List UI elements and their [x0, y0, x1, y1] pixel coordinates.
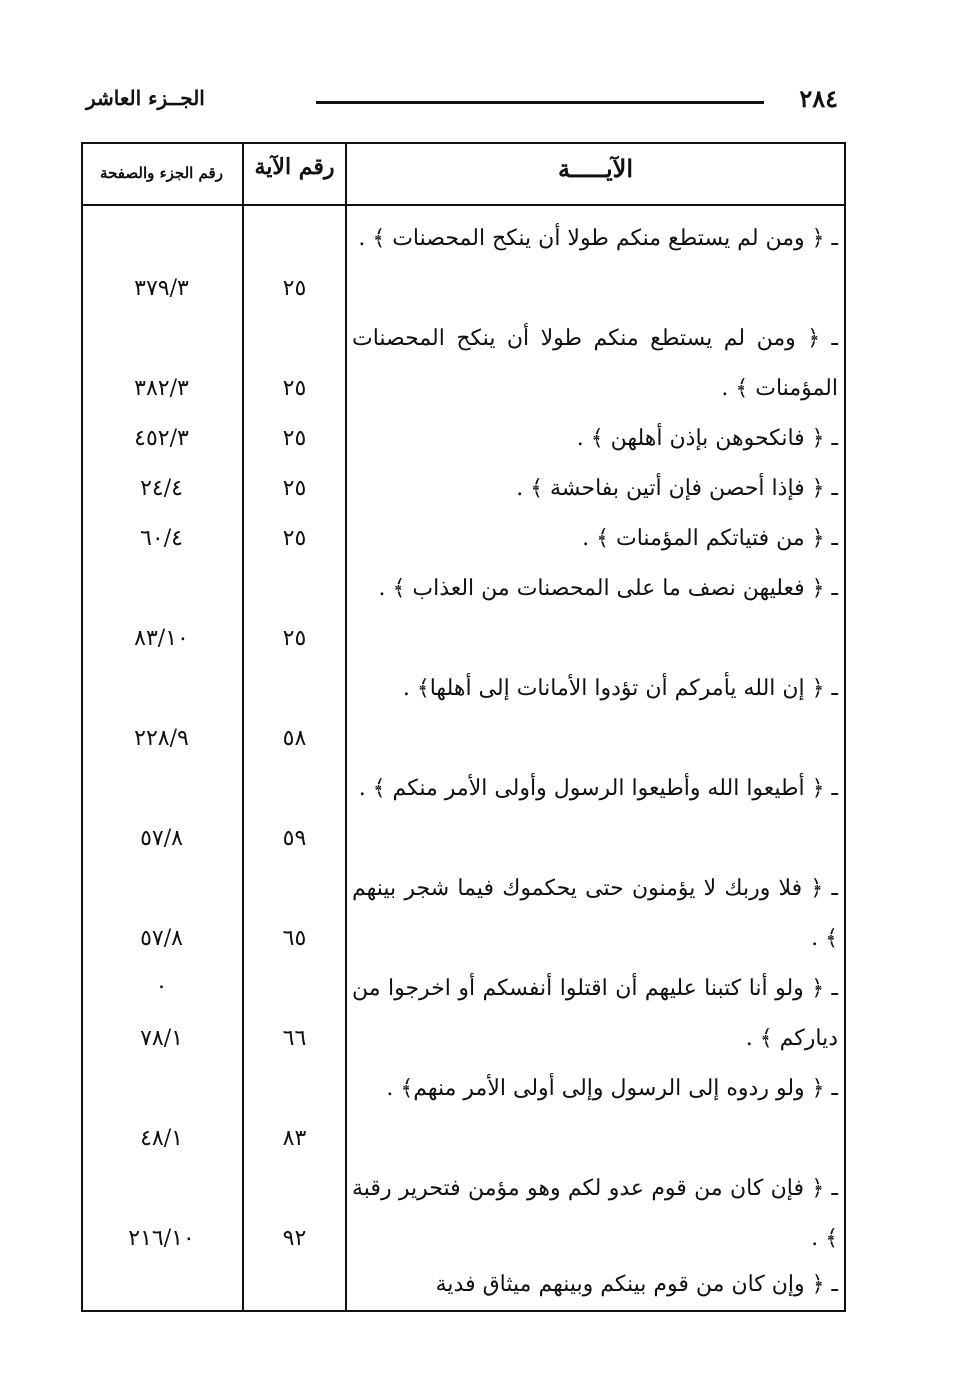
part-page-ref: ٥٧/٨: [140, 926, 183, 951]
part-page-ref: ٢١٦/١٠: [128, 1226, 195, 1251]
verse-text: ـ ﴿ ومن لم يستطع منكم طولا أن ينكح المحصنات ﴾ .: [358, 226, 838, 251]
verse-text: ـ ﴿ فإذا أحصن فإن أتين بفاحشة ﴾ .: [516, 476, 838, 501]
verse-number: ٩٢: [282, 1226, 307, 1251]
table-row: [83, 1064, 844, 1164]
page-number: ٢٨٤: [799, 84, 838, 113]
verse-text: ـ ﴿ فإن كان من قوم عدو لكم وهو مؤمن فتحرير رقبة ﴾ .: [352, 1176, 838, 1251]
table-row: [83, 564, 844, 664]
verse-number: ٨٣: [282, 1126, 307, 1151]
header-rule: [316, 101, 764, 104]
verse-text: ـ ﴿ ولو ردوه إلى الرسول وإلى أولى الأمر منهم﴾ .: [386, 1076, 838, 1101]
table-row: [83, 464, 844, 514]
stray-dot-mark: .: [158, 969, 165, 994]
table-row: [83, 964, 844, 1064]
verse-text: ـ ﴿ وإن كان من قوم بينكم وبينهم ميثاق فدية: [435, 1272, 838, 1297]
verse-text: ـ ﴿ إن الله يأمركم أن تؤدوا الأمانات إلى أهلها﴾ .: [402, 676, 838, 701]
part-page-ref: ٣٧٩/٣: [134, 276, 189, 301]
verse-number: ٢٥: [282, 276, 307, 301]
verse-text: ـ ﴿ فعليهن نصف ما على المحصنات من العذاب ﴾ .: [378, 576, 838, 601]
table-row: [83, 664, 844, 764]
verse-number: ٦٦: [282, 1026, 307, 1051]
column-header-verse-number: رقم الآية: [254, 154, 335, 180]
table-row: [83, 1164, 844, 1264]
verse-number: ٢٥: [282, 626, 307, 651]
verse-number: ٢٥: [282, 376, 307, 401]
verse-number: ٥٩: [282, 826, 307, 851]
table-row: [83, 514, 844, 564]
table-row: [83, 314, 844, 414]
verse-text: ـ ﴿ فلا وربك لا يؤمنون حتى يحكموك فيما شجر بينهم ﴾ .: [352, 876, 838, 951]
part-page-ref: ٢٢٨/٩: [134, 726, 189, 751]
part-page-ref: ٣٨٢/٣: [134, 376, 189, 401]
part-page-ref: ٧٨/١: [140, 1026, 183, 1051]
verse-number: ٢٥: [282, 476, 307, 501]
table-row: [83, 414, 844, 464]
column-header-verse: الآيـــــة: [557, 154, 634, 183]
part-page-ref: ٤٥٢/٣: [134, 426, 189, 451]
verse-text: ـ ﴿ فانكحوهن بإذن أهلهن ﴾ .: [576, 426, 838, 451]
table-row: [83, 864, 844, 964]
table-row: [83, 214, 844, 314]
part-title: الجــزء العاشر: [86, 86, 205, 110]
table-row: [83, 764, 844, 864]
verse-index-table: [81, 142, 846, 1312]
verse-text: ـ ﴿ من فتياتكم المؤمنات ﴾ .: [582, 526, 838, 551]
verse-number: ٥٨: [282, 726, 307, 751]
verse-text: ـ ﴿ ومن لم يستطع منكم طولا أن ينكح المحصنات المؤمنات ﴾ .: [352, 326, 838, 401]
column-header-part-page: رقم الجزء والصفحة: [100, 164, 223, 182]
part-page-ref: ٢٤/٤: [140, 476, 183, 501]
part-page-ref: ٨٣/١٠: [134, 626, 189, 651]
verse-number: ٢٥: [282, 426, 307, 451]
part-page-ref: ٤٨/١: [140, 1126, 183, 1151]
part-page-ref: ٦٠/٤: [140, 526, 183, 551]
part-page-ref: ٥٧/٨: [140, 826, 183, 851]
page-header: [84, 82, 846, 122]
verse-number: ٦٥: [282, 926, 307, 951]
verse-text: ـ ﴿ أطيعوا الله وأطيعوا الرسول وأولى الأمر منكم ﴾ .: [358, 776, 838, 801]
verse-number: ٢٥: [282, 526, 307, 551]
header-row-divider: [83, 204, 844, 206]
table-row: [83, 1260, 844, 1310]
verse-text: ـ ﴿ ولو أنا كتبنا عليهم أن اقتلوا أنفسكم أو اخرجوا من دياركم ﴾ .: [352, 976, 838, 1051]
